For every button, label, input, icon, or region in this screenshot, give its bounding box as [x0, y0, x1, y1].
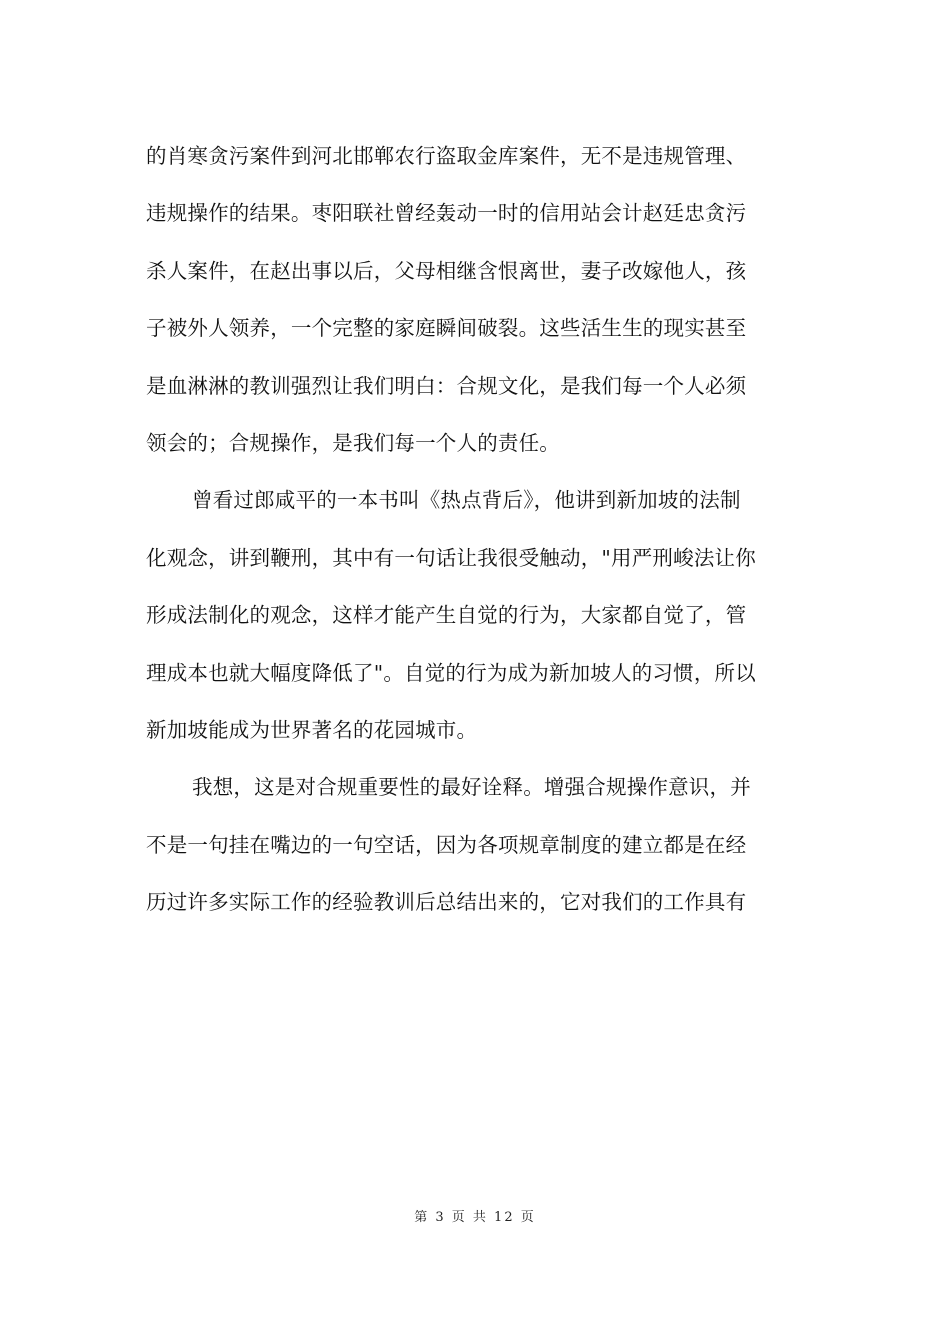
paragraph-1	[146, 128, 806, 472]
text-line: 新加坡能成为世界著名的花园城市。	[146, 717, 478, 742]
text-line: 我想，这是对合规重要性的最好诠释。增强合规操作意识，并	[192, 775, 751, 800]
text-line: 历过许多实际工作的经验教训后总结出来的，它对我们的工作具有	[146, 890, 747, 915]
page-number-footer: 第 3 页 共 12 页	[414, 1210, 536, 1225]
text-line: 杀人案件，在赵出事以后，父母相继含恨离世，妻子改嫁他人，孩	[146, 258, 747, 283]
text-line: 不是一句挂在嘴边的一句空话，因为各项规章制度的建立都是在经	[146, 832, 747, 857]
paragraph-2	[146, 472, 806, 759]
text-line: 形成法制化的观念，这样才能产生自觉的行为，大家都自觉了，管	[146, 603, 747, 628]
paragraph-3	[146, 759, 806, 931]
text-line: 子被外人领养，一个完整的家庭瞬间破裂。这些活生生的现实甚至	[146, 316, 747, 341]
text-line: 的肖寒贪污案件到河北邯郸农行盗取金库案件，无不是违规管理、	[146, 144, 747, 168]
text-line: 曾看过郎咸平的一本书叫《热点背后》，他讲到新加坡的法制	[192, 488, 741, 513]
text-line: 理成本也就大幅度降低了"。自觉的行为成为新加坡人的习惯，所以	[146, 660, 756, 685]
body-text	[146, 128, 806, 931]
text-line: 违规操作的结果。枣阳联社曾经轰动一时的信用站会计赵廷忠贪污	[146, 201, 747, 226]
text-line: 化观念，讲到鞭刑，其中有一句话让我很受触动，"用严刑峻法让你	[146, 545, 756, 570]
text-line: 领会的；合规操作，是我们每一个人的责任。	[146, 430, 560, 455]
text-line: 是血淋淋的教训强烈让我们明白：合规文化，是我们每一个人必须	[146, 373, 747, 398]
